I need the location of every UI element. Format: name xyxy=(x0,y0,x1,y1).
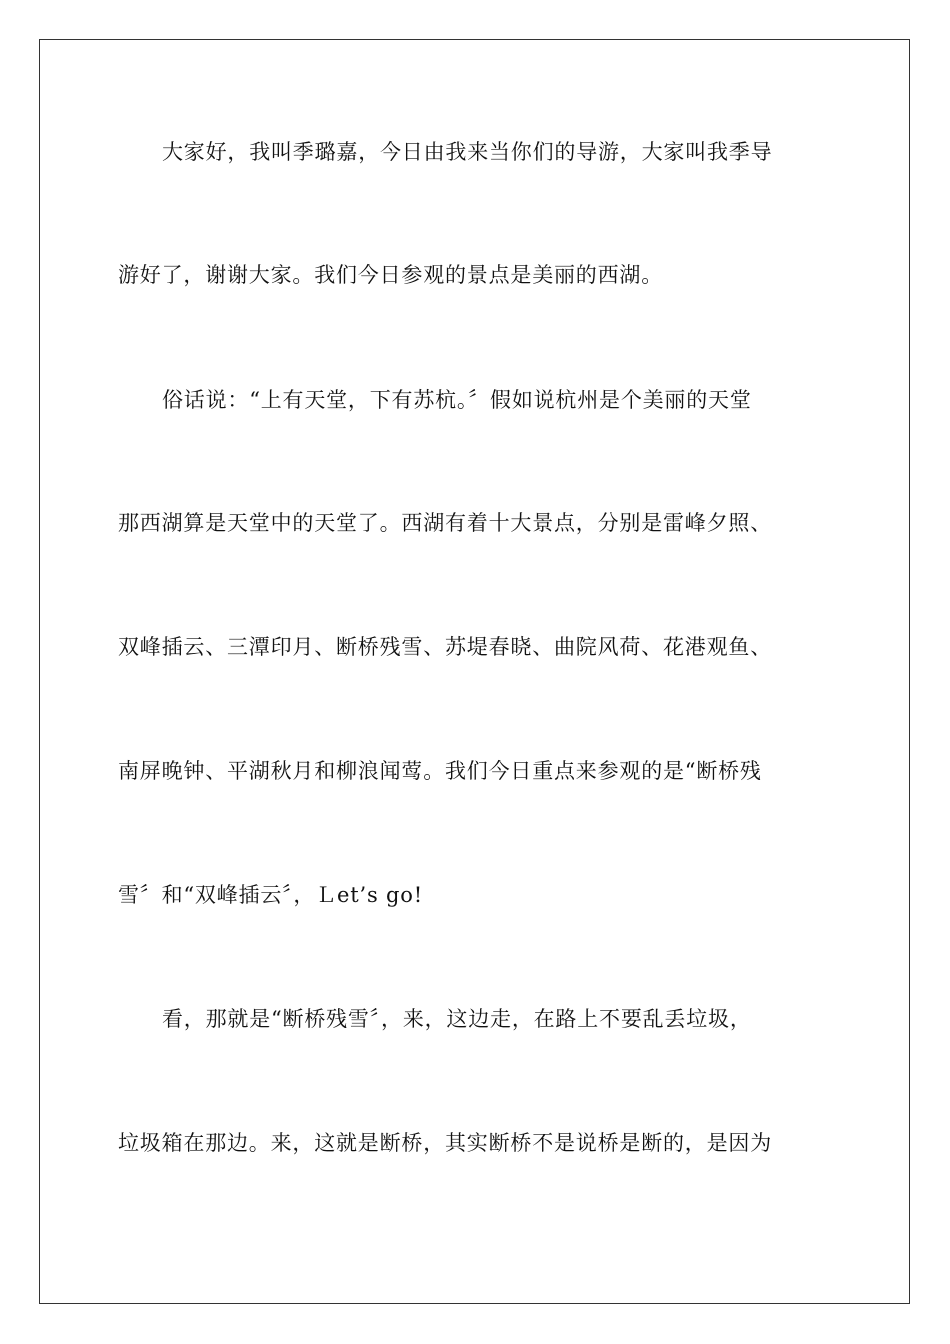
paragraph-2-line-4: 南屏晚钟、平湖秋月和柳浪闻莺。我们今日重点来参观的是“断桥残 xyxy=(118,759,762,783)
page-border xyxy=(39,39,910,1304)
paragraph-1-line-2: 游好了，谢谢大家。我们今日参观的景点是美丽的西湖。 xyxy=(118,263,663,287)
paragraph-2-line-5: 雪〞和“双峰插云〞，Ｌet’s go! xyxy=(118,883,423,907)
paragraph-2-line-2: 那西湖算是天堂中的天堂了。西湖有着十大景点，分别是雷峰夕照、 xyxy=(118,511,772,535)
paragraph-2-line-3: 双峰插云、三潭印月、断桥残雪、苏堤春晓、曲院风荷、花港观鱼、 xyxy=(118,635,772,659)
paragraph-3-line-1: 看，那就是“断桥残雪〞，来，这边走，在路上不要乱丢垃圾， xyxy=(162,1007,752,1031)
paragraph-3-line-2: 垃圾箱在那边。来，这就是断桥，其实断桥不是说桥是断的，是因为 xyxy=(118,1131,772,1155)
paragraph-1-line-1: 大家好，我叫季璐嘉，今日由我来当你们的导游，大家叫我季导 xyxy=(162,140,773,164)
paragraph-2-line-1: 俗话说：“上有天堂，下有苏杭。〞假如说杭州是个美丽的天堂 xyxy=(162,388,752,412)
